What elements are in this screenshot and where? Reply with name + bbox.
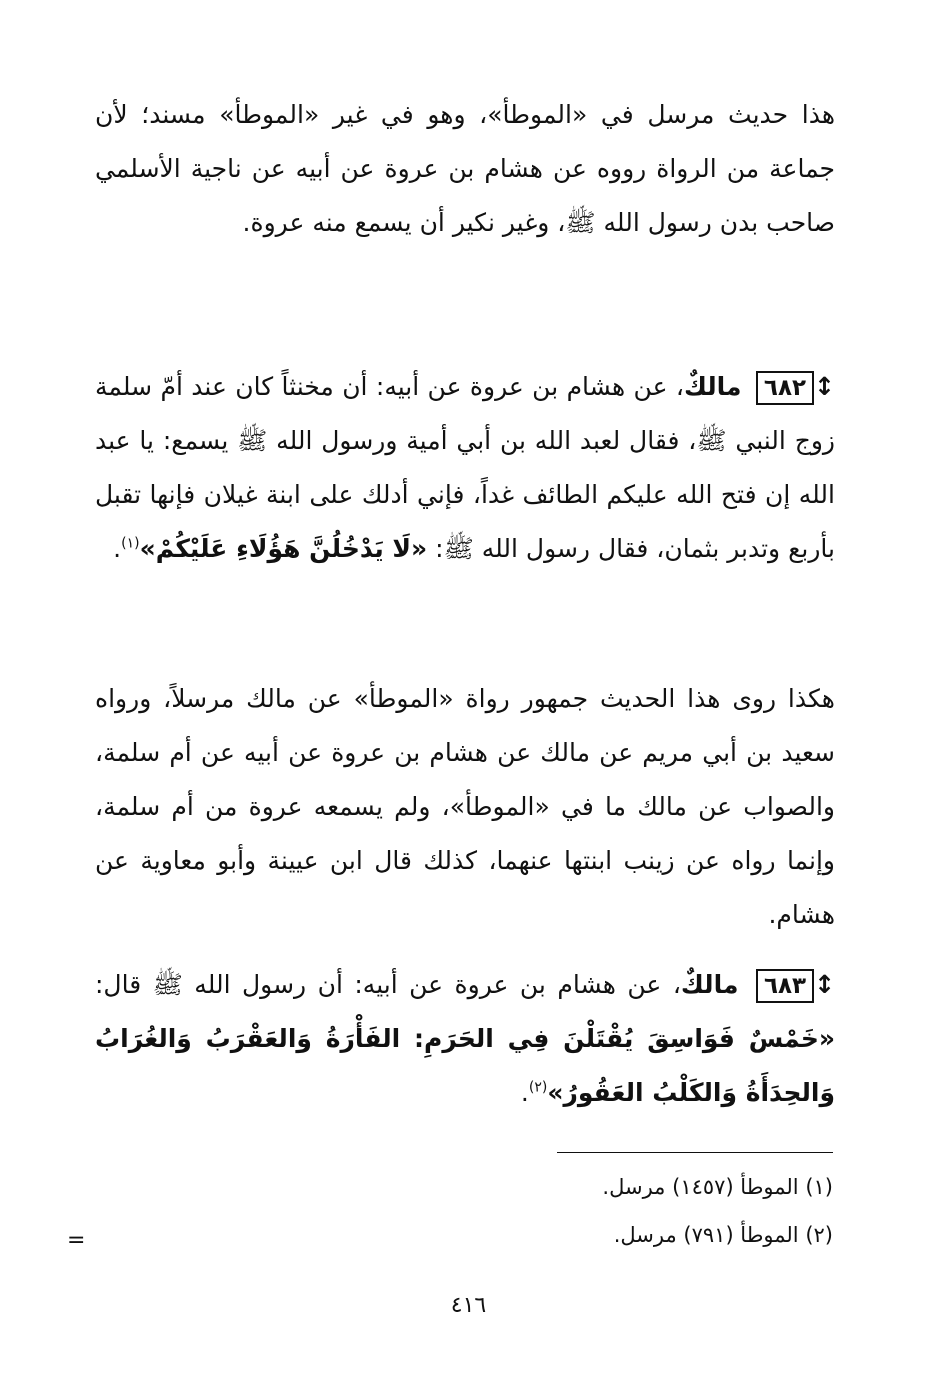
- hadith-number: ٦٨٣: [756, 969, 814, 1003]
- footnote-1: (١) الموطأ (١٤٥٧) مرسل.: [602, 1175, 833, 1199]
- commentary-paragraph-1: هذا حديث مرسل في «الموطأ»، وهو في غير «الموطأ» مسند؛ لأن جماعة من الرواة رووه عن هشام بن عروة عن أبيه عن ناجية الأسلمي صاحب بدن رسول الله ﷺ، وغير نكير أن يسمع منه عروة.: [95, 100, 835, 237]
- hadith-marker-icon: ↕: [814, 372, 835, 401]
- hadith-682: [95, 360, 835, 576]
- hadith-683: [95, 958, 835, 1120]
- hadith-number: ٦٨٢: [756, 371, 814, 405]
- hadith-marker-icon: ↕: [814, 970, 836, 999]
- hadith-text: ، عن هشام بن عروة عن أبيه: أن رسول الله ﷺ قال:: [95, 970, 681, 999]
- prophet-words: «خَمْسٌ فَوَاسِقَ يُقْتَلْنَ فِي الحَرَمِ: الفَأْرَةُ وَالعَقْرَبُ وَالغُرَابُ وَالحِدَأَةُ وَالكَلْبُ العَقُورُ»: [95, 1024, 835, 1107]
- narrator-name: مالكٌ: [680, 970, 739, 999]
- sentence-end: .: [520, 1078, 529, 1107]
- continuation-mark: =: [67, 1228, 86, 1253]
- sentence-end: .: [113, 534, 122, 563]
- footnote-divider: [557, 1152, 833, 1153]
- footnote-2: (٢) الموطأ (٧٩١) مرسل.: [613, 1223, 833, 1247]
- page-number: ٤١٦: [450, 1293, 487, 1318]
- hadith-text: ، عن هشام بن عروة عن أبيه: أن مخنثاً كان عند أمّ سلمة زوج النبي ﷺ، فقال لعبد الله بن أبي أمية ورسول الله ﷺ يسمع: يا عبد الله إن فتح الله عليكم الطائف غداً، فإني أدلك على ابنة غيلان فإنها تقبل بأربع وتدبر بثمان، فقال رسول الله ﷺ:: [95, 372, 835, 563]
- footnote-ref-1: (١): [121, 535, 140, 552]
- commentary-paragraph-2: هكذا روى هذا الحديث جمهور رواة «الموطأ» عن مالك مرسلاً، ورواه سعيد بن أبي مريم عن مالك عن هشام بن عروة عن أبيه عن أم سلمة، والصواب عن مالك ما في «الموطأ»، ولم يسمعه عروة من أم سلمة، وإنما رواه عن زينب ابنتها عنهما، كذلك قال ابن عيينة وأبو معاوية عن هشام.: [95, 684, 835, 929]
- footnote-ref-2: (٢): [528, 1079, 548, 1096]
- narrator-name: مالكٌ: [683, 372, 742, 401]
- prophet-words: «لَا يَدْخُلُنَّ هَؤُلَاءِ عَلَيْكُمْ»: [139, 534, 428, 563]
